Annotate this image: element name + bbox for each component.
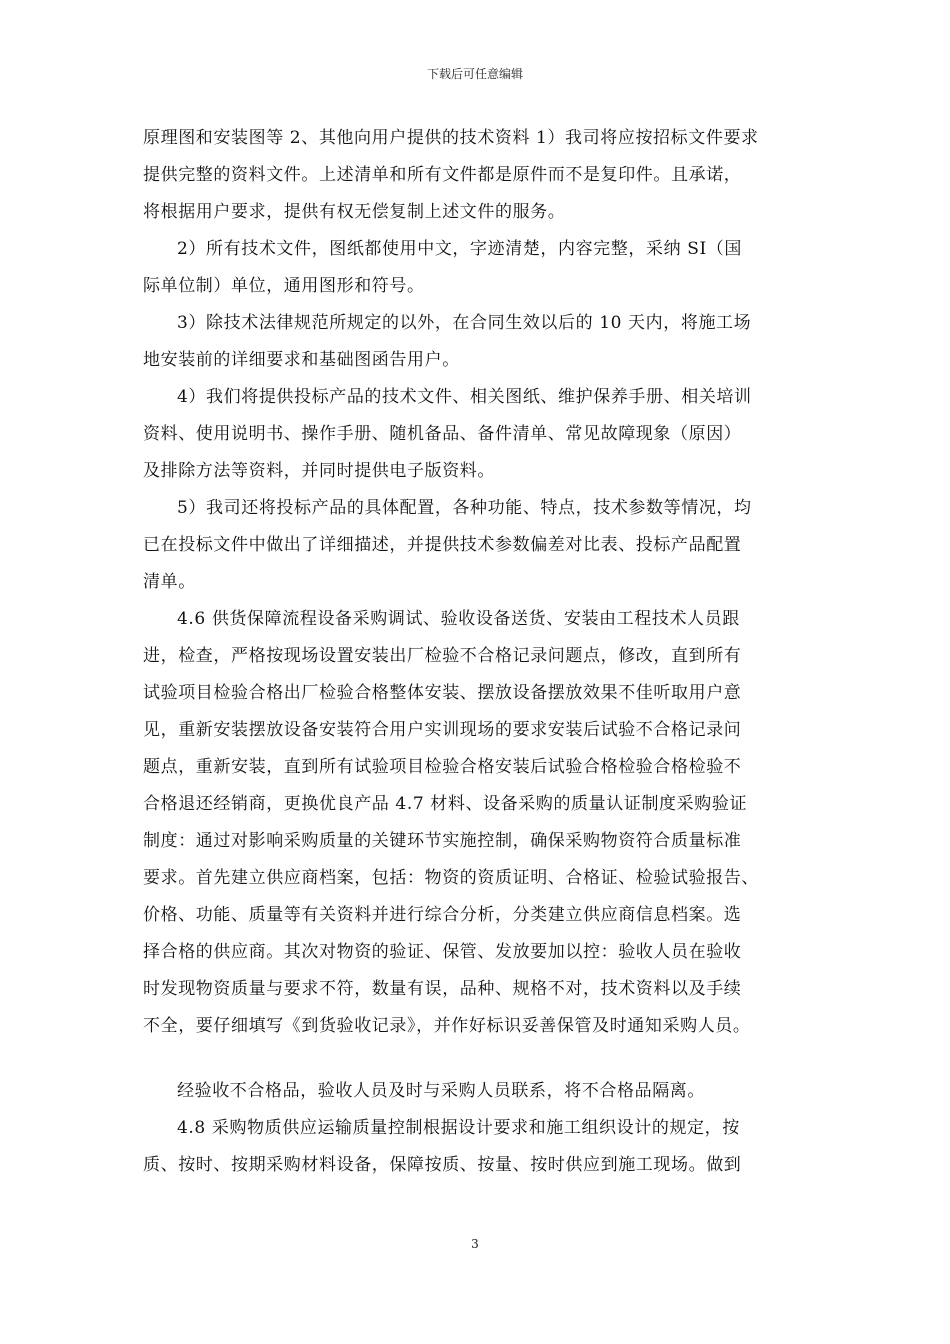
body-line: 及排除方法等资料，并同时提供电子版资料。	[143, 461, 495, 481]
body-line: 见，重新安装摆放设备安装符合用户实训现场的要求安装后试验不合格记录问	[143, 720, 742, 740]
document-body	[143, 120, 815, 1184]
body-line: 价格、功能、质量等有关资料并进行综合分析，分类建立供应商信息档案。选	[143, 905, 742, 925]
body-line: 地安装前的详细要求和基础图函告用户。	[143, 350, 460, 370]
page-number: 3	[471, 1237, 479, 1251]
body-line: 时发现物资质量与要求不符，数量有误，品种、规格不对，技术资料以及手续	[143, 979, 742, 999]
body-line: 经验收不合格品，验收人员及时与采购人员联系，将不合格品隔离。	[177, 1081, 705, 1101]
body-line: 进，检查，严格按现场设置安装出厂检验不合格记录问题点，修改，直到所有	[143, 646, 742, 666]
body-line: 4）我们将提供投标产品的技术文件、相关图纸、维护保养手册、相关培训	[177, 387, 752, 407]
body-line: 已在投标文件中做出了详细描述，并提供技术参数偏差对比表、投标产品配置	[143, 535, 742, 555]
body-line: 2）所有技术文件，图纸都使用中文，字迹清楚，内容完整，采纳 SI（国	[177, 239, 742, 259]
body-line: 质、按时、按期采购材料设备，保障按质、按量、按时供应到施工现场。做到	[143, 1155, 742, 1175]
body-line: 择合格的供应商。其次对物资的验证、保管、发放要加以控：验收人员在验收	[143, 942, 742, 962]
body-line: 提供完整的资料文件。上述清单和所有文件都是原件而不是复印件。且承诺，	[143, 165, 742, 185]
body-line: 将根据用户要求，提供有权无偿复制上述文件的服务。	[143, 202, 566, 222]
body-line: 资料、使用说明书、操作手册、随机备品、备件清单、常见故障现象（原因）	[143, 424, 742, 444]
body-line: 题点，重新安装，直到所有试验项目检验合格安装后试验合格检验合格检验不	[143, 757, 742, 777]
body-line: 4.6 供货保障流程设备采购调试、验收设备送货、安装由工程技术人员跟	[177, 609, 740, 629]
body-line: 4.8 采购物质供应运输质量控制根据设计要求和施工组织设计的规定，按	[177, 1118, 740, 1138]
body-line: 原理图和安装图等 2、其他向用户提供的技术资料 1）我司将应按招标文件要求	[143, 128, 759, 148]
body-line: 要求。首先建立供应商档案，包括：物资的资质证明、合格证、检验试验报告、	[143, 868, 759, 888]
body-line: 不全，要仔细填写《到货验收记录》，并作好标识妥善保管及时通知采购人员。	[143, 1016, 751, 1036]
body-line: 制度：通过对影响采购质量的关键环节实施控制，确保采购物资符合质量标准	[143, 831, 742, 851]
paragraph-gap	[143, 1045, 815, 1073]
body-line: 际单位制）单位，通用图形和符号。	[143, 276, 425, 296]
page-header: 下载后可任意编辑	[426, 67, 523, 81]
body-line: 试验项目检验合格出厂检验合格整体安装、摆放设备摆放效果不佳听取用户意	[143, 683, 742, 703]
body-line: 3）除技术法律规范所规定的以外，在合同生效以后的 10 天内，将施工场	[177, 313, 752, 333]
body-line: 5）我司还将投标产品的具体配置，各种功能、特点，技术参数等情况，均	[177, 498, 752, 518]
body-line: 合格退还经销商，更换优良产品 4.7 材料、设备采购的质量认证制度采购验证	[143, 794, 748, 814]
body-line: 清单。	[143, 572, 196, 592]
